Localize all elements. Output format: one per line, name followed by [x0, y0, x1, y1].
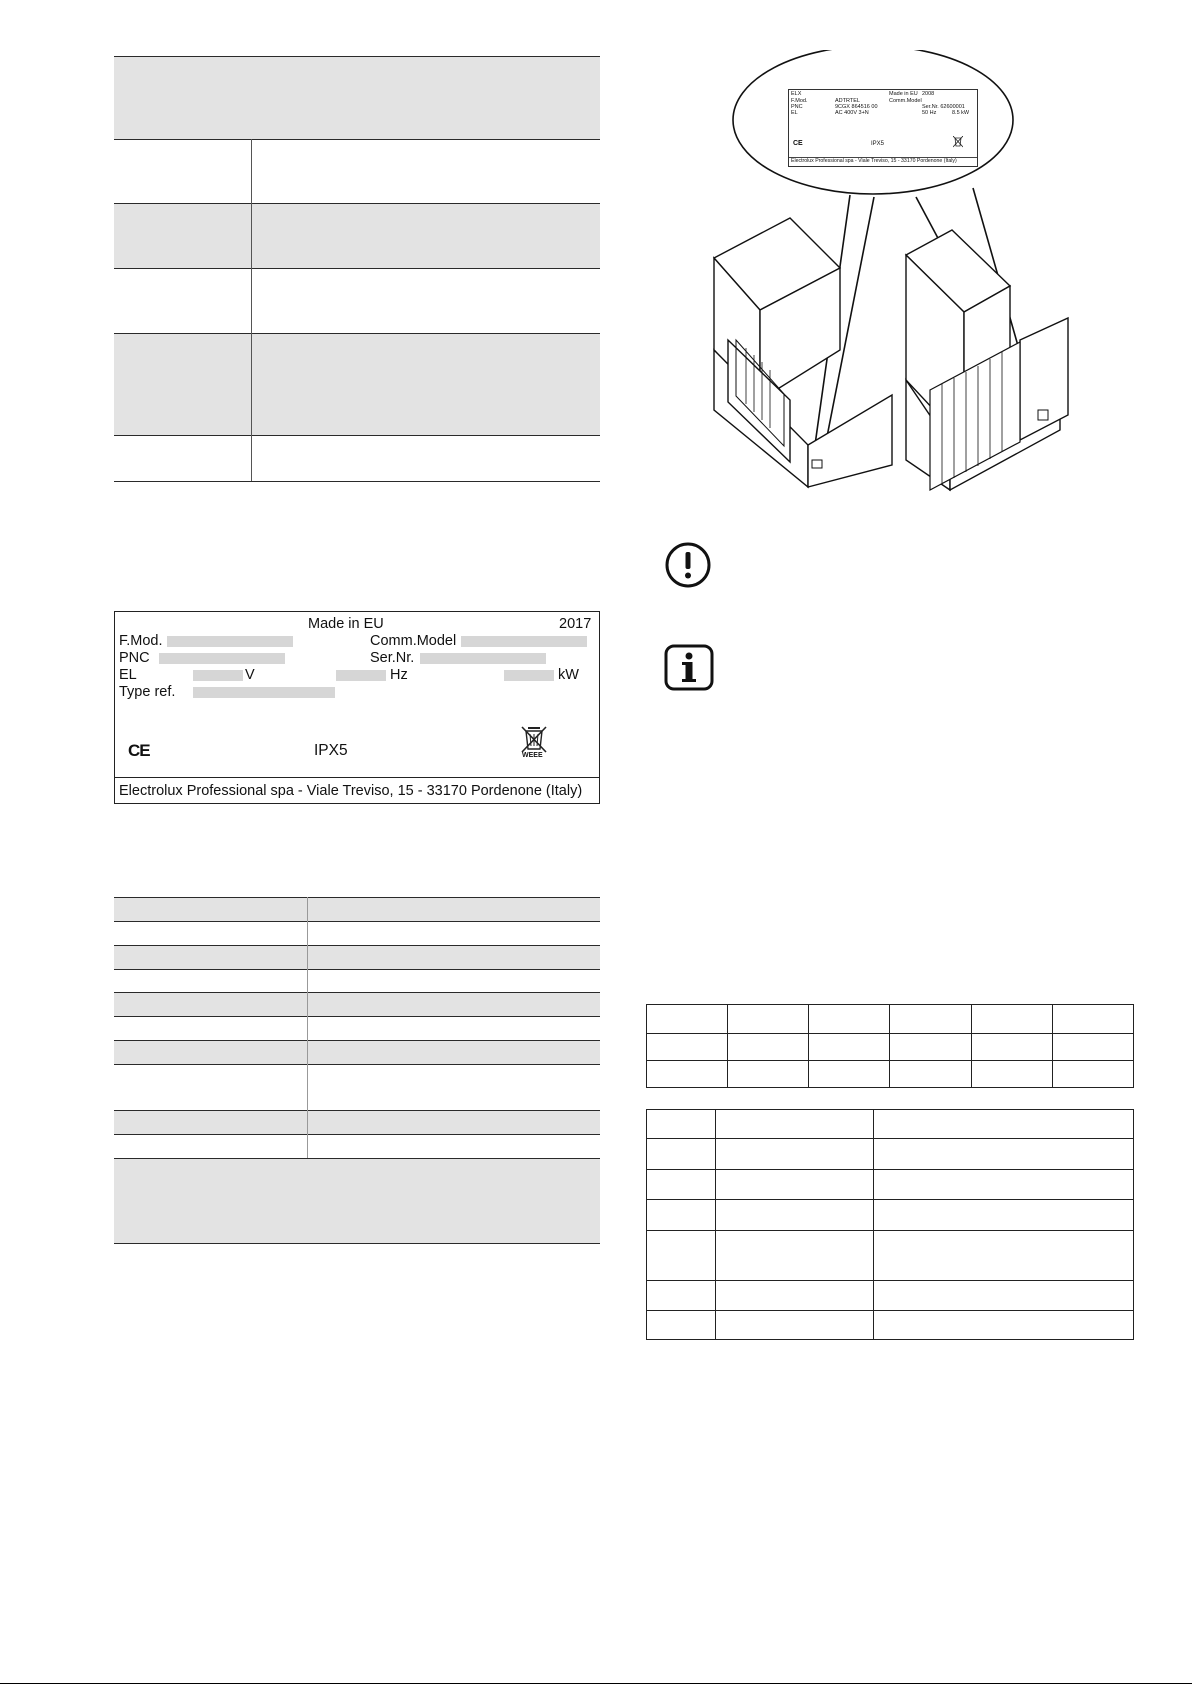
ill-line4-hz: 50 Hz: [922, 110, 937, 116]
rating-plate: [114, 611, 600, 804]
ill-line2-mid: Comm.Model: [889, 98, 922, 104]
ill-line3-right: Ser.Nr. 62600001: [922, 104, 965, 110]
plate-year: 2017: [559, 616, 592, 632]
ill-line1-mid: Made in EU: [889, 91, 918, 97]
ill-line2-left: F.Mod.: [791, 98, 808, 104]
plate-fmod-field: [167, 636, 293, 647]
plate-v-field: [193, 670, 243, 681]
plate-type-ref-label: Type ref.: [119, 684, 176, 700]
ill-line1-right: 2008: [922, 91, 935, 97]
plate-pnc-field: [159, 653, 285, 664]
plate-made-in: Made in EU: [308, 616, 384, 632]
plate-ser-nr-label: Ser.Nr.: [370, 650, 415, 666]
ill-ce-mark: CE: [793, 140, 803, 147]
manufacturer-address: Electrolux Professional spa - Viale Treviso, 15 - 33170 Pordenone (Italy): [119, 783, 583, 799]
ill-line3-left: PNC: [791, 104, 803, 110]
ill-line2-val: ADTRTEL: [835, 98, 860, 104]
plate-kw-field: [504, 670, 554, 681]
plate-kw-unit: kW: [558, 667, 579, 683]
ill-line4-left: EL: [791, 110, 798, 116]
ill-line4-val: AC 400V 3+N: [835, 110, 869, 116]
ill-line4-kw: 8.5 kW: [952, 110, 970, 116]
illustration-plate: [788, 89, 978, 167]
plate-type-ref-field: [193, 687, 335, 698]
plate-el-label: EL: [119, 667, 137, 683]
ill-line3-val: 9CGX 864516 00: [835, 104, 878, 110]
plate-v-unit: V: [245, 667, 255, 683]
right-table-large: [646, 1109, 1134, 1340]
weee-bin-icon: [519, 724, 549, 762]
plate-hz-field: [336, 670, 386, 681]
ce-mark: CE: [128, 741, 150, 760]
plate-hz-unit: Hz: [390, 667, 408, 683]
plate-ser-nr-field: [420, 653, 546, 664]
ill-ip-rating: IPX5: [871, 141, 885, 147]
ill-address: Electrolux Professional spa - Viale Treviso, 15 - 33170 Pordenone (Italy): [791, 158, 957, 164]
plate-comm-model-field: [461, 636, 587, 647]
plate-comm-model-label: Comm.Model: [370, 633, 457, 649]
exclamation-circle-icon: [664, 541, 712, 589]
right-table-small: [646, 1004, 1134, 1088]
plate-fmod-label: F.Mod.: [119, 633, 163, 649]
info-icon: [664, 644, 714, 691]
ill-weee-bin-icon: [953, 136, 963, 148]
plate-pnc-label: PNC: [119, 650, 150, 666]
appliance-illustration: [680, 50, 1080, 495]
weee-label: WEEE: [522, 752, 543, 759]
ill-line1-left: ELX: [791, 91, 802, 97]
page-bottom-rule: [0, 1683, 1192, 1684]
ip-rating: IPX5: [314, 742, 348, 759]
